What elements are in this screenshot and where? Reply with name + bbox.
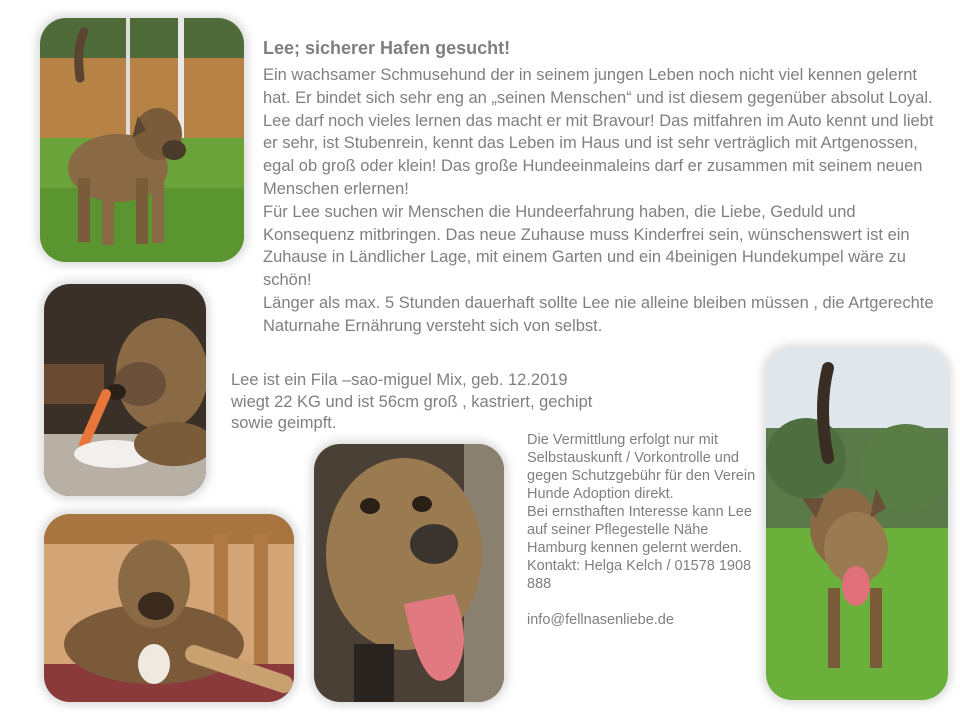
dog-photo-standing bbox=[40, 18, 244, 262]
dog-photo-tongue bbox=[314, 444, 504, 702]
email-link[interactable]: info@fellnasenliebe.de bbox=[527, 612, 674, 628]
dog-photo-bench bbox=[44, 514, 294, 702]
dog-carrot-image bbox=[44, 284, 206, 496]
dog-photo-carrot bbox=[44, 284, 206, 496]
dog-bench-image bbox=[44, 514, 294, 702]
adoption-meeting: Bei ernsthaften Interesse kann Lee auf seiner Pflegestelle Nähe Hamburg kennen gelernt werden. bbox=[527, 504, 752, 556]
dog-tongue-image bbox=[314, 444, 504, 702]
dog-meadow-image bbox=[766, 348, 948, 700]
description-paragraph: Für Lee suchen wir Menschen die Hundeerfahrung haben, die Liebe, Geduld und Konsequenz mitbringen. Das neue Zuhause muss Kinderfrei sein, wünschenswert ist ein Zuhause in Ländlicher Lage, mit einem Garten und ein 4beinigen Hundekumpel wäre zu schön! bbox=[263, 202, 910, 290]
dog-description bbox=[263, 64, 943, 338]
description-paragraph: Ein wachsamer Schmusehund der in seinem jungen Leben noch nicht viel kennen gelernt hat. Er bindet sich sehr eng an „seinen Menschen“ und ist diesem gegenüber absolut Loyal. Lee darf noch vieles lernen das macht er mit Bravour! Das mitfahren im Auto kennt und liebt er sehr, ist Stubenrein, kennt das Leben im Haus und ist sehr verträglich mit Artgenossen, egal ob groß oder klein! Das große Hundeeinmaleins darf er zusammen mit seinem neuen Menschen erlernen! bbox=[263, 66, 934, 198]
dog-photo-meadow bbox=[766, 348, 948, 700]
dog-facts bbox=[231, 370, 651, 435]
description-paragraph: Länger als max. 5 Stunden dauerhaft sollte Lee nie alleine bleiben müssen , die Artgerechte Naturnahe Ernährung versteht sich von selbst. bbox=[263, 293, 934, 335]
adoption-conditions: Die Vermittlung erfolgt nur mit Selbstauskunft / Vorkontrolle und gegen Schutzgebühr für den Verein Hunde Adoption direkt. bbox=[527, 432, 756, 502]
dog-standing-image bbox=[40, 18, 244, 262]
facts-line: wiegt 22 KG und ist 56cm groß , kastriert, gechipt bbox=[231, 392, 593, 411]
contact-info: Kontakt: Helga Kelch / 01578 1908 888 bbox=[527, 558, 752, 592]
facts-line: sowie geimpft. bbox=[231, 414, 337, 432]
adoption-info bbox=[527, 431, 757, 629]
facts-line: Lee ist ein Fila –sao-miguel Mix, geb. 12.2019 bbox=[231, 371, 568, 389]
page-title: Lee; sicherer Hafen gesucht! bbox=[263, 38, 511, 58]
